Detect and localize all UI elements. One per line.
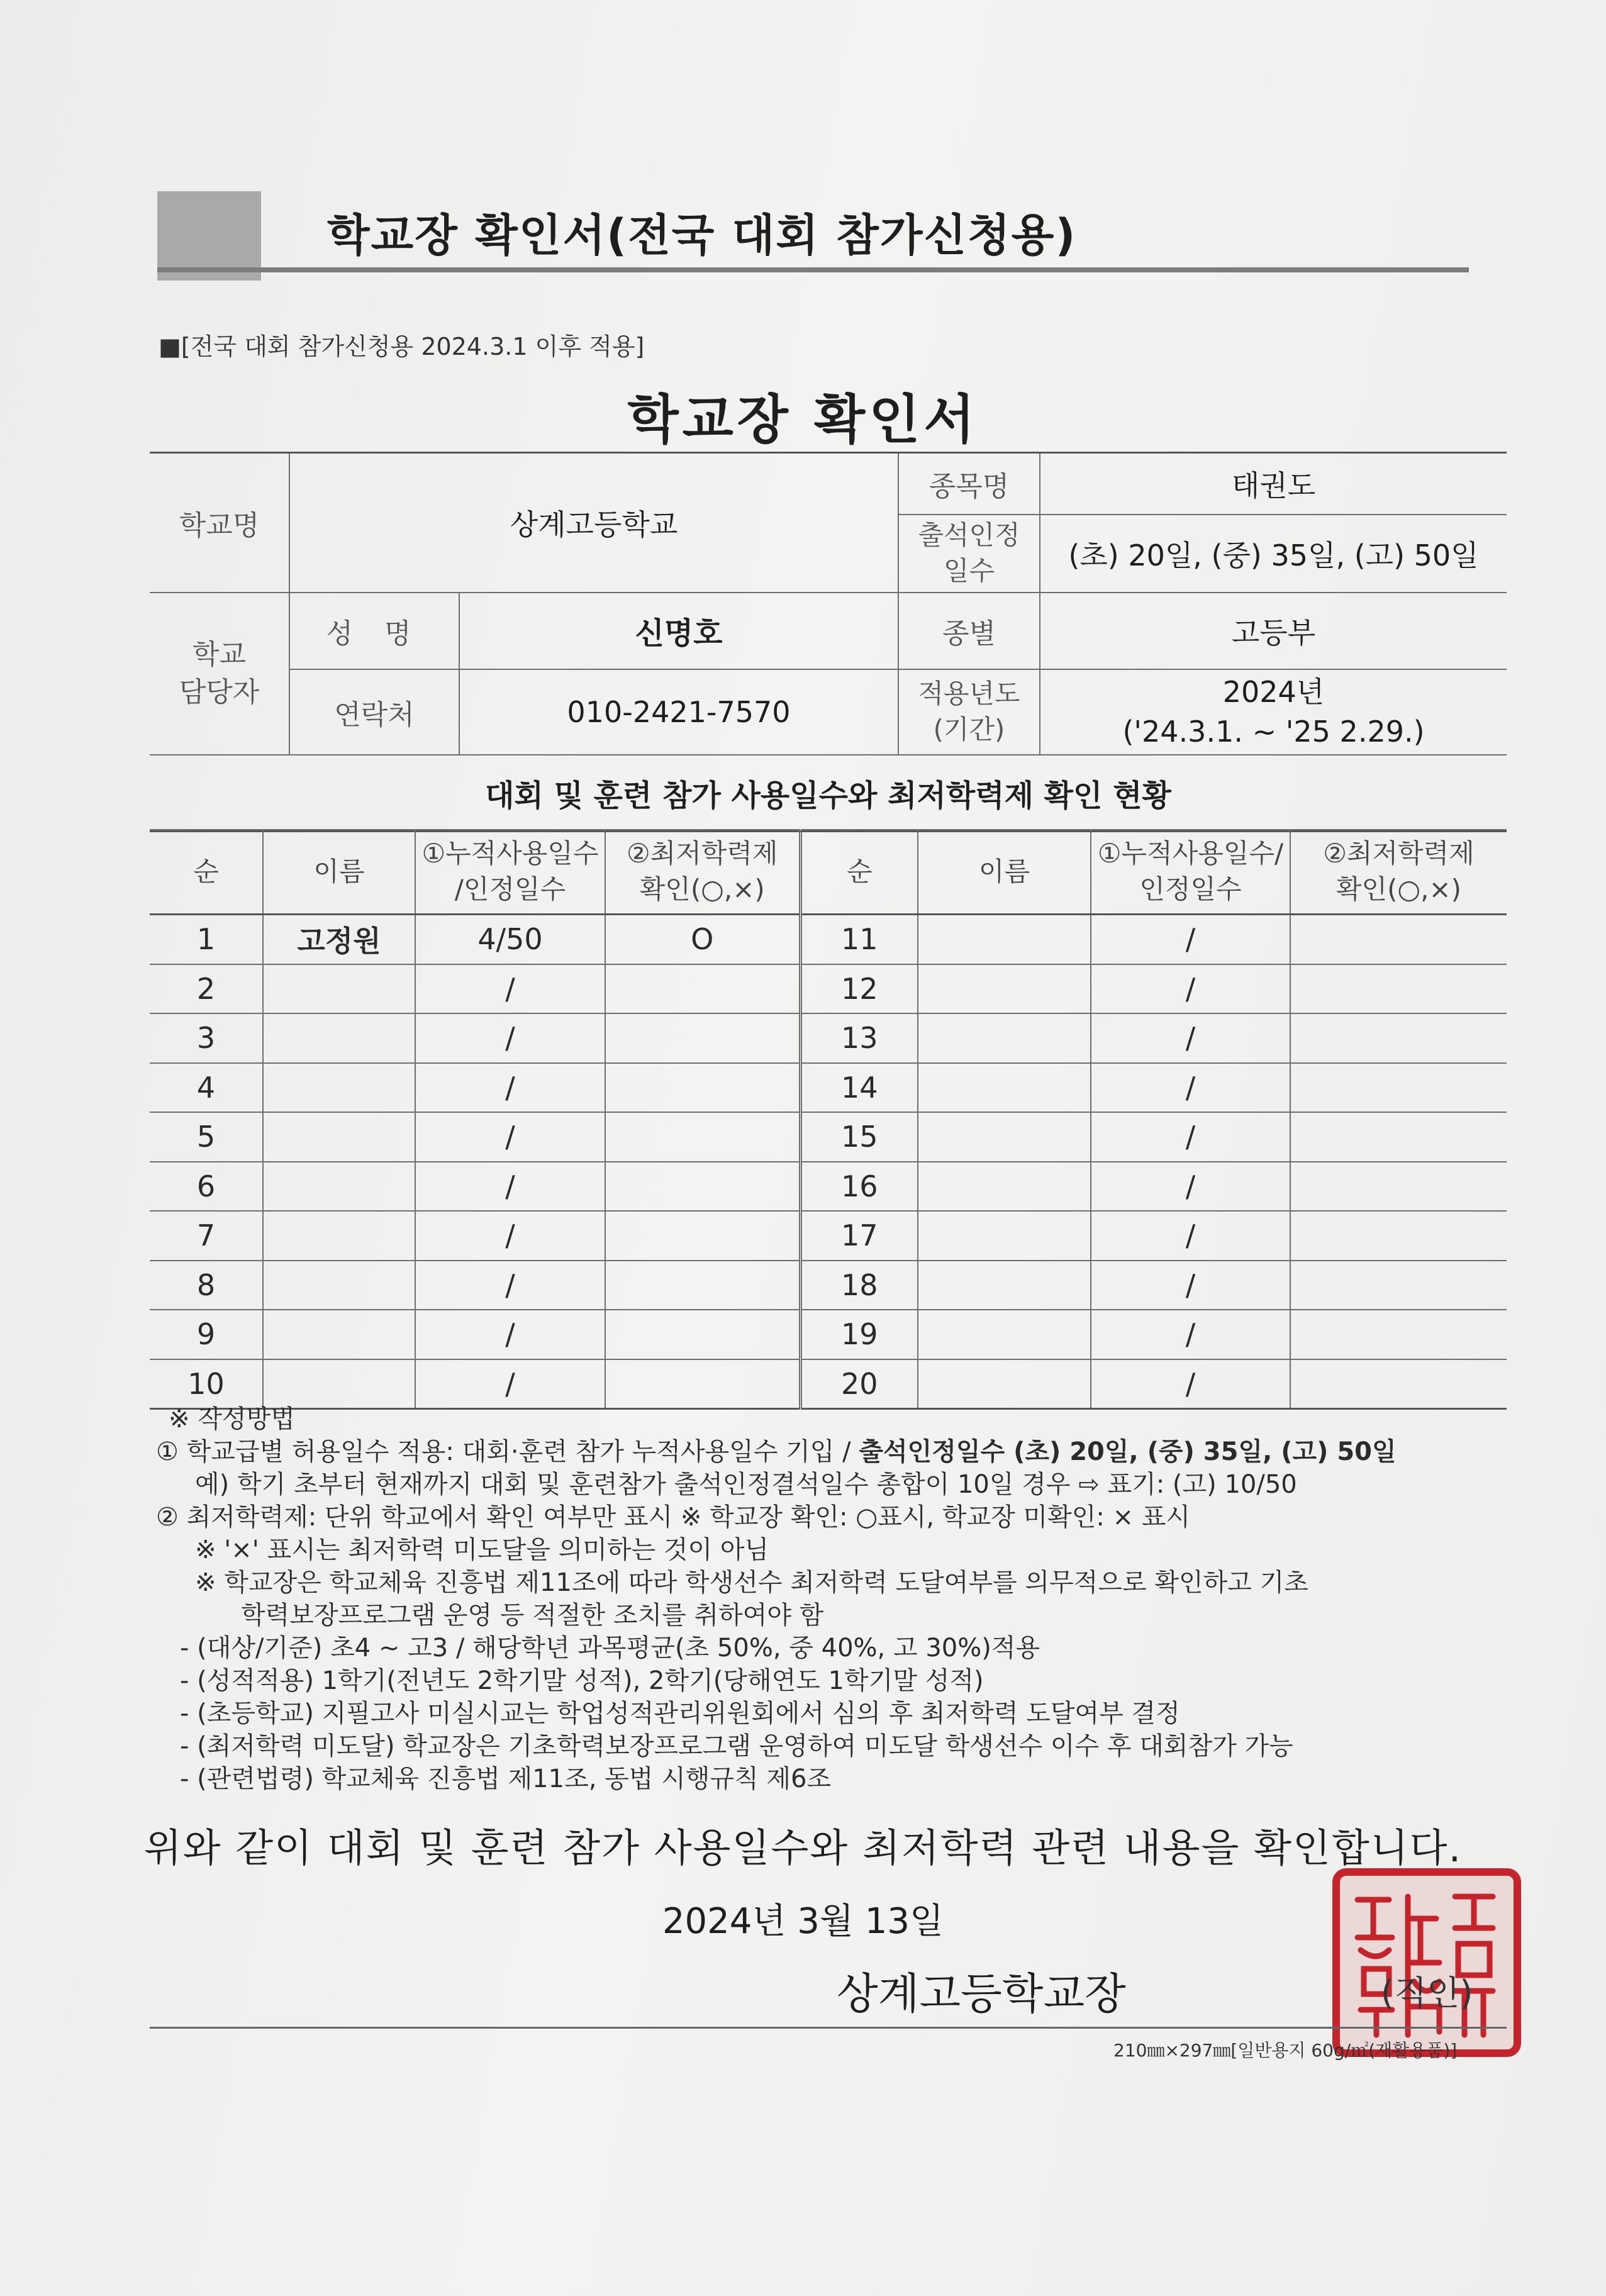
used-days-left: 4/50: [415, 915, 605, 964]
academic-check-left: [605, 964, 800, 1014]
school-manager-label: 학교 담당자: [150, 593, 289, 755]
table-row: [150, 1013, 1507, 1063]
academic-check-right: [1290, 1261, 1507, 1310]
col-name-left: 이름: [263, 830, 415, 915]
row-number-left: 2: [150, 964, 263, 1014]
used-days-left: /: [415, 1359, 605, 1409]
athlete-name-left: [263, 1211, 415, 1261]
academic-check-right: [1290, 1310, 1507, 1359]
athlete-name-right: [918, 1013, 1091, 1063]
instruction-line: - (성적적용) 1학기(전년도 2학기말 성적), 2학기(당해연도 1학기말 성적): [180, 1666, 984, 1695]
used-days-right: /: [1091, 964, 1290, 1014]
academic-check-right: [1290, 1063, 1507, 1113]
school-name-value: 상계고등학교: [289, 453, 898, 593]
table-row: [150, 1310, 1507, 1359]
athlete-name-left: [263, 1310, 415, 1359]
bottom-rule: [150, 2027, 1507, 2029]
athlete-name-right: [918, 1162, 1091, 1212]
used-days-left: /: [415, 1261, 605, 1310]
academic-check-right: [1290, 1112, 1507, 1162]
used-days-right: /: [1091, 1211, 1290, 1261]
apply-year-value: 2024년: [1222, 675, 1325, 710]
academic-check-left: [605, 1261, 800, 1310]
document-title: 학교장 확인서: [627, 389, 979, 450]
athlete-name-right: [918, 1112, 1091, 1162]
row-number-left: 9: [150, 1310, 263, 1359]
table-row: [150, 1063, 1507, 1113]
athlete-name-right: [918, 964, 1091, 1014]
row-number-left: 1: [150, 915, 263, 964]
col-days-right: ①누적사용일수/ 인정일수: [1091, 830, 1290, 915]
table-row: [150, 1261, 1507, 1310]
school-info-table: [150, 452, 1507, 755]
table-row: [150, 915, 1507, 964]
applicability-note: ■[전국 대회 참가신청용 2024.3.1 이후 적용]: [159, 333, 645, 360]
athlete-list-table: [150, 829, 1507, 1410]
issue-date: 2024년 3월 13일: [662, 1901, 944, 1942]
row-number-left: 4: [150, 1063, 263, 1113]
academic-check-right: [1290, 964, 1507, 1014]
academic-check-right: [1290, 915, 1507, 964]
confirmation-statement: 위와 같이 대회 및 훈련 참가 사용일수와 최저학력 관련 내용을 확인합니다.: [143, 1825, 1463, 1871]
athlete-name-right: [918, 1359, 1091, 1409]
instruction-line: ※ 학교장은 학교체육 진흥법 제11조에 따라 학생선수 최저학력 도달여부를 의무적으로 확인하고 기초: [195, 1568, 1308, 1597]
col-check-right: ②최저학력제 확인(○,×): [1290, 830, 1507, 915]
school-name-label: 학교명: [150, 453, 289, 593]
row-number-right: 17: [800, 1211, 918, 1261]
row-number-left: 10: [150, 1359, 263, 1409]
manager-name-value: 신명호: [459, 593, 898, 669]
seal-glyphs-icon: [1345, 1881, 1508, 2044]
athlete-name-left: [263, 1112, 415, 1162]
row-number-left: 6: [150, 1162, 263, 1212]
apply-year-cell: [1040, 669, 1507, 755]
paper-spec-footnote: 210㎜×297㎜[일반용지 60g/㎡(재활용품)]: [1113, 2040, 1458, 2061]
attendance-days-value: (초) 20일, (중) 35일, (고) 50일: [1040, 515, 1507, 593]
table-row: [150, 1162, 1507, 1212]
row-number-right: 12: [800, 964, 918, 1014]
category-value: 고등부: [1040, 593, 1507, 669]
col-days-left: ①누적사용일수 /인정일수: [415, 830, 605, 915]
col-name-right: 이름: [918, 830, 1091, 915]
header-rule: [157, 267, 1469, 272]
official-seal-stamp: [1332, 1868, 1521, 2057]
contact-value: 010-2421-7570: [459, 669, 898, 755]
row-number-left: 8: [150, 1261, 263, 1310]
col-no-left: 순: [150, 830, 263, 915]
instruction-line: ② 최저학력제: 단위 학교에서 확인 여부만 표시 ※ 학교장 확인: ○표시, 학교장 미확인: × 표시: [156, 1503, 1191, 1532]
athlete-name-left: [263, 1013, 415, 1063]
used-days-left: /: [415, 1013, 605, 1063]
athlete-name-right: [918, 1063, 1091, 1113]
instruction-line: - (최저학력 미도달) 학교장은 기초학력보장프로그램 운영하여 미도달 학생선수 이수 후 대회참가 가능: [180, 1732, 1293, 1761]
used-days-right: /: [1091, 1261, 1290, 1310]
athlete-name-left: [263, 1162, 415, 1212]
manager-name-label: 성 명: [289, 593, 459, 669]
event-value: 태권도: [1040, 453, 1507, 515]
row-number-right: 15: [800, 1112, 918, 1162]
academic-check-left: [605, 1211, 800, 1261]
athlete-name-right: [918, 915, 1091, 964]
header-title: 학교장 확인서(전국 대회 참가신청용): [327, 209, 1077, 261]
row-number-right: 14: [800, 1063, 918, 1113]
row-number-left: 5: [150, 1112, 263, 1162]
list-header-row: [150, 830, 1507, 915]
athlete-name-left: [263, 1063, 415, 1113]
instruction-line: - (초등학교) 지필고사 미실시교는 학업성적관리위원회에서 심의 후 최저학력 도달여부 결정: [180, 1699, 1180, 1728]
category-label: 종별: [898, 593, 1040, 669]
used-days-left: /: [415, 1063, 605, 1113]
academic-check-left: [605, 1063, 800, 1113]
used-days-right: /: [1091, 1162, 1290, 1212]
used-days-left: /: [415, 1211, 605, 1261]
table-row: [150, 1359, 1507, 1409]
academic-check-left: [605, 1013, 800, 1063]
row-number-right: 11: [800, 915, 918, 964]
instruction-line: [156, 1435, 1508, 1468]
used-days-right: /: [1091, 1359, 1290, 1409]
athlete-name-left: [263, 1261, 415, 1310]
instruction-line: - (관련법령) 학교체육 진흥법 제11조, 동법 시행규칙 제6조: [180, 1764, 832, 1793]
used-days-right: /: [1091, 1013, 1290, 1063]
used-days-right: /: [1091, 915, 1290, 964]
apply-year-label: 적용년도 (기간): [898, 669, 1040, 755]
instruction-line: 예) 학기 초부터 현재까지 대회 및 훈련참가 출석인정결석일수 총합이 10일 경우 ⇨ 표기: (고) 10/50: [195, 1470, 1297, 1499]
writing-instructions: [156, 1403, 1508, 1795]
used-days-right: /: [1091, 1310, 1290, 1359]
attendance-days-label: 출석인정 일수: [898, 515, 1040, 593]
instruction-line: ※ '×' 표시는 최저학력 미도달을 의미하는 것이 아님: [195, 1535, 769, 1564]
instructions-heading: ※ 작성방법: [169, 1405, 295, 1434]
instruction-line: 학력보장프로그램 운영 등 적절한 조치를 취하여야 함: [241, 1601, 824, 1630]
athlete-name-right: [918, 1261, 1091, 1310]
academic-check-left: [605, 1310, 800, 1359]
contact-label: 연락처: [289, 669, 459, 755]
athlete-name-right: [918, 1310, 1091, 1359]
used-days-left: /: [415, 1112, 605, 1162]
academic-check-left: [605, 1112, 800, 1162]
academic-check-left: [605, 1162, 800, 1212]
row-number-right: 16: [800, 1162, 918, 1212]
academic-check-right: [1290, 1013, 1507, 1063]
apply-year-period: ('24.3.1. ~ '25 2.29.): [1122, 714, 1425, 749]
used-days-right: /: [1091, 1063, 1290, 1113]
athlete-name-right: [918, 1211, 1091, 1261]
academic-check-left: O: [605, 915, 800, 964]
athlete-name-left: [263, 1359, 415, 1409]
seal-label: (직인): [1381, 1973, 1473, 2013]
academic-check-left: [605, 1359, 800, 1409]
table-row: [150, 1211, 1507, 1261]
academic-check-right: [1290, 1162, 1507, 1212]
table-row: [150, 1112, 1507, 1162]
row-number-right: 20: [800, 1359, 918, 1409]
instruction-line: - (대상/기준) 초4 ~ 고3 / 해당학년 과목평균(초 50%, 중 40%, 고 30%)적용: [180, 1634, 1040, 1663]
event-label: 종목명: [898, 453, 1040, 515]
academic-check-right: [1290, 1211, 1507, 1261]
athlete-name-left: 고정원: [263, 915, 415, 964]
instruction-text: ① 학교급별 허용일수 적용: 대회·훈련 참가 누적사용일수 기입 /: [156, 1437, 859, 1466]
used-days-left: /: [415, 1310, 605, 1359]
instruction-emphasis: 출석인정일수 (초) 20일, (중) 35일, (고) 50일: [859, 1437, 1397, 1466]
col-check-left: ②최저학력제 확인(○,×): [605, 830, 800, 915]
row-number-left: 3: [150, 1013, 263, 1063]
academic-check-right: [1290, 1359, 1507, 1409]
row-number-right: 13: [800, 1013, 918, 1063]
used-days-right: /: [1091, 1112, 1290, 1162]
principal-signature-line: 상계고등학교장: [837, 1970, 1126, 2019]
row-number-left: 7: [150, 1211, 263, 1261]
section-title: 대회 및 훈련 참가 사용일수와 최저학력제 확인 현황: [150, 761, 1507, 832]
row-number-right: 18: [800, 1261, 918, 1310]
table-row: [150, 964, 1507, 1014]
used-days-left: /: [415, 1162, 605, 1212]
row-number-right: 19: [800, 1310, 918, 1359]
col-no-right: 순: [800, 830, 918, 915]
athlete-name-left: [263, 964, 415, 1014]
used-days-left: /: [415, 964, 605, 1014]
